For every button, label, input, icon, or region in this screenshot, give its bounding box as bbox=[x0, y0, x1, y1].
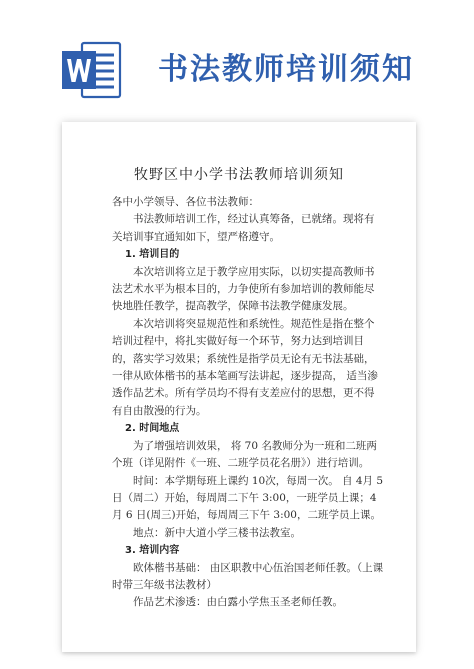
document-page bbox=[62, 122, 416, 652]
document-body bbox=[112, 194, 384, 612]
intro-paragraph: 书法教师培训工作，经过认真筹备，已就绪。现将有关培训事宜通知如下，望严格遵守。 bbox=[112, 213, 375, 243]
header-banner bbox=[0, 0, 474, 120]
content-paragraph-1: 欧体楷书基础： 由区职教中心伍治国老师任教。（上课时带三年级书法教材） bbox=[112, 561, 384, 591]
greeting-text: 各中小学领导、各位书法教师： bbox=[112, 196, 259, 208]
word-document-icon bbox=[60, 39, 124, 101]
banner-title: 书法教师培训须知 bbox=[158, 52, 414, 87]
purpose-paragraph-2: 本次培训将突显规范性和系统性。规范性是指在整个培训过程中，将扎实做好每一个环节，努力达到培训目的，落实学习效果；系统性是指学员无论有无书法基础，一律从欧体楷书的基本笔画写法讲起，逐步提高， 适当渗透作品艺术。所有学员均不得有支差应付的思想，更不得有自由散漫的行为。 bbox=[112, 317, 378, 417]
section-heading-time-place: 2. 时间地点 bbox=[125, 423, 180, 435]
time-place-paragraph-2: 时间：本学期每班上课约 10次，每周一次。 自 4月 5日（周二）开始，每周周二下午 3:00，一班学员上课；4 月 6 日(周三)开始，每周周三下午 3:00，二班学员上课。 bbox=[112, 474, 384, 522]
time-place-paragraph-3: 地点：新中大道小学三楼书法教室。 bbox=[133, 526, 301, 539]
content-paragraph-2: 作品艺术渗透：由白露小学焦玉圣老师任教。 bbox=[133, 596, 343, 609]
document-title: 牧野区中小学书法教师培训须知 bbox=[134, 167, 344, 183]
purpose-paragraph-1: 本次培训将立足于教学应用实际，以切实提高教师书法艺术水平为根本目的，力争使所有参加培训的教师能尽快地胜任教学，提高教学，保障书法教学健康发展。 bbox=[112, 265, 375, 313]
section-heading-purpose: 1. 培训目的 bbox=[125, 249, 180, 261]
time-place-paragraph-1: 为了增强培训效果， 将 70 名教师分为一班和二班两个班（详见附件《一班、二班学员花名册》）进行培训。 bbox=[112, 439, 377, 470]
section-heading-content: 3. 培训内容 bbox=[125, 545, 180, 557]
